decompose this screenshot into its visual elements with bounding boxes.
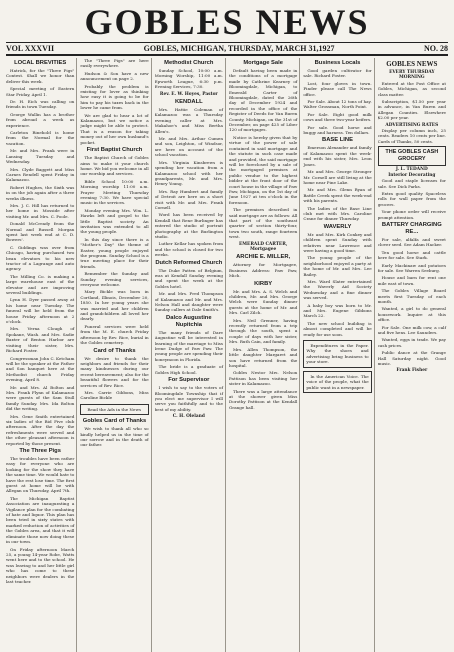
article-paragraph: Mrs. Ward Slater entertained the Waverly Aid Society Wednesday and a fine dinner was served. <box>303 279 372 301</box>
article-paragraph: Attorney for Mortgagee, Business Address: Paw Paw, Mich. <box>228 262 298 279</box>
article-paragraph: Mr. and Mrs. A. S. Welch and children, Mr. and Mrs. George Welch were Sunday dinner guests at the home of Mr. and Mrs. Carl Zilch. <box>228 288 298 316</box>
article-paragraph: Probably the problem is existing for lover as thinking how easy it is going to be for him to pay his taxes back in the lower he came from. <box>80 83 149 111</box>
article-paragraph: Monday evening Mrs. Wm. L. Hawks left and gospel to the little Baptist society. An invitation was extended to all the young people. <box>80 207 149 235</box>
article-heading: LOCAL BREVITIES <box>14 60 67 66</box>
article-paragraph: Word has been received by Kendall that Rene Burlinger has entered the studio of portrait photography at the Burlington studio. <box>154 212 223 239</box>
article-paragraph: Gobles Nestor Mrs. Nelson Pattison has been visiting her sister in Kalamazoo. <box>228 370 298 387</box>
article-paragraph: Mrs. J. C. Hill has returned to her home in Mosside after visiting Mr. and Mrs. C. Poole. <box>6 202 75 219</box>
article-paragraph: George Wallin has a brother from abroad a week as experience. <box>6 111 75 128</box>
byline: EMERALD CARTER, Mortgagee <box>239 241 288 252</box>
article-paragraph: Public dance at the Grange Hall Saturday night. Good music. <box>377 350 446 367</box>
article-paragraph: Entered at the Post Office at Gobles, Michigan, as second class matter. <box>377 80 446 97</box>
article-paragraph: Bible School 10:00 a.m. Morning worship 11:00 a.m. Prayer Meeting Thursday evening 7:30. We have special music in the services. <box>80 178 149 206</box>
byline: EVERY THURSDAY MORNING <box>389 70 435 81</box>
boxed-notice: Expenditures in the Paper. Why the shoes and advertising bring business to your store. <box>303 340 371 368</box>
boxed-notice: Read the Ads in the News <box>80 404 148 415</box>
article-heading: Mortgage Sale <box>243 60 283 66</box>
byline: Interior Decorating <box>388 172 436 178</box>
article-paragraph: The "Three Pigs" are here easily everywhere. <box>80 58 149 69</box>
article-heading: KIRBY <box>254 280 273 287</box>
article-paragraph: Mrs. Gene Smith entertained six ladies of the Bid Five club afternoon. After the day the refreshments were served and the other pleasant afternoon is reported by those present. <box>6 413 75 446</box>
article-paragraph: Hatrick, for the "Three Pigs" Contest. Shall we honor than deliver this week. <box>6 68 75 84</box>
volume-label: VOL XXXVII <box>6 44 55 53</box>
article-paragraph: The ladies of the Base Line club met with Mrs. Caroline Crane for dinner Thursday. <box>303 205 372 222</box>
article-paragraph: Mrs. Virginia Kinsbrews is spending her vacation from a Kalamazoo school with her grandparents, Mr. and Mrs. Henry Young. <box>154 159 223 187</box>
article-paragraph: Lynn H. Dyer passed away at his home near Tuesday. The funeral will be held from the house Friday afternoon at 2 o'clock. <box>6 297 75 325</box>
place-date: GOBLES, MICHIGAN, THURSDAY, MARCH 31,1927 <box>143 44 335 53</box>
article-heading: For Supervisor <box>168 377 210 384</box>
article-paragraph: On Friday afternoon March 25, a young 14-year Robe, Watts went here and to the school. He was leaving to and her little girl who has come to these neighbors were dealers in the last teacher. <box>6 546 75 584</box>
column-4 <box>229 58 300 652</box>
article-heading: Gobles Card of Thanks <box>82 418 147 425</box>
column-5 <box>303 58 374 652</box>
article-paragraph: Mr. and Mrs. Kirk Conkey and children spent Sunday with relatives near Lawrence and were having a good time. <box>303 231 372 253</box>
article-paragraph: Lost, four gloves in town. Finder please call The News office. <box>303 80 372 97</box>
byline: ADVERTISING RATES <box>385 122 439 128</box>
article-heading: BATTERY CHARGING RE... <box>381 221 442 235</box>
article-paragraph: Mr. and Mrs. George Stronger Mr. Cornell are still living at the home near Pine Lake. <box>303 169 372 185</box>
article-heading: The Three Pigs <box>19 448 61 454</box>
article-heading: Dutch Reformed Church <box>155 259 223 266</box>
article-paragraph: Ten good horse and cattle here for sale. See Stark. <box>377 249 446 261</box>
byline: J. L. TEDAND <box>395 167 428 173</box>
article-paragraph: Mrs. Ray Humbert and family of Detroit are here on a short visit with Mr. and Mrs. Frank Cornell. <box>154 188 223 210</box>
article-paragraph: The Milling Co. is making a large warehouse east of the elevator and are improving several buildings. <box>6 273 75 296</box>
article-paragraph: Wanted, a girl to do general housework. Inquire at this office. <box>377 306 446 323</box>
article-paragraph: Mrs. Verna Clough of Spokane, Wash. and Mrs. Sadie Baxter of Benton Harbor are visiting their sister, Mrs. Richard Foster. <box>6 326 75 354</box>
article-paragraph: Good and staple licenses for sale. See Dick Parks. <box>377 178 446 189</box>
article-paragraph: Mr. and Mrs. Glenn Ryan of Battle Creek spent the week-end with his parents. <box>303 187 372 204</box>
article-paragraph: Emerson Alexander and family of Kalamazoo spent the week-end with his sister, Mrs. Leon Jones. <box>303 145 372 167</box>
column-2 <box>80 58 151 652</box>
article-paragraph: Your phone order will receive prompt attention. <box>377 209 446 220</box>
article-paragraph: For Sale. Eight good milk cows and three two-year heifers. <box>303 111 372 123</box>
article-paragraph: Hudson & Son have a new announcement on page 2. <box>80 70 149 82</box>
article-paragraph: Mary Bickle was born in Cortland, Illinois, December 20, 1850. In her young years she was married and her children and grandchildren all loved her dearly. <box>80 289 149 322</box>
article-paragraph: Subscription, $1.50 per year in advance, in Van Buren and Allegan Counties. Elsewhere $2.00 per year. <box>377 99 446 121</box>
article-paragraph: For Sale. About 12 tons of hay. Walter Grossman, North Point. <box>303 99 372 110</box>
issue-number: NO. 28 <box>423 44 448 53</box>
article-paragraph: Robert Hughes, the Sixth was in on the job again after a three weeks illness. <box>6 184 75 201</box>
article-paragraph: House and barn for rent one mile east of town. <box>377 275 446 286</box>
section-title: GOBLES NEWS <box>386 60 438 68</box>
article-paragraph: Remember the Sunday and Sunday evening services, everyone welcome. <box>80 271 149 288</box>
article-paragraph: The Duke Patten of Belgium, was at Kendall Sunday evening and spent the week at the Gobles hotel. <box>154 267 223 289</box>
article-paragraph: We wish to thank all who so kindly helped us in the time of our sorrow and in the death of our father. <box>80 426 149 448</box>
article-heading: WAVERLY <box>323 223 352 230</box>
column-1 <box>6 58 77 652</box>
columns-container <box>6 58 448 652</box>
article-paragraph: Mrs. Hattie Coleman of Kalamazoo was a Thursday evening caller at Mrs. Makahoe's and Miss Bertha Allen's. <box>154 107 223 134</box>
column-6 <box>378 58 448 652</box>
article-paragraph: Display per column inch, 25 cents. Readers 10 cents per line. Cards of Thanks, 50 cents. <box>377 128 446 144</box>
advertisement-box: THE GOBLES CASH GROCERY <box>378 146 446 166</box>
article-paragraph: C. Giddings was over from Chicago, having purchased two bean elevators to his new tractor of a Lagrange and auto agency. <box>6 244 75 272</box>
boxed-notice: In the American Voice. The voice of the people, what the public want in a newspaper. <box>303 371 371 393</box>
article-paragraph: Early Mackinaw and potatoes for sale. See Warren Seeburg. <box>377 262 446 273</box>
article-paragraph: I wish to say to the voters of Bloomingdale Township that if you elect me supervisor I will serve you faithfully and to the best of my ability. <box>154 385 223 412</box>
article-paragraph: Mr. and Mrs. Al Bolton and Mrs. Frank Flynn of Kalamazoo were guests of the Sam Stull family Sunday. Mrs. Ida Bolton did the writing. <box>6 384 75 412</box>
article-paragraph: Special meeting of Eastern Star Friday, April 1. <box>6 86 75 97</box>
byline: C. H. Oleland <box>172 414 205 420</box>
article-paragraph: We desire to thank the neighbors and friends for their many kindnesses during our recent bereavement; also for the beautiful flowers and for the services of Rev. Rice. <box>80 355 149 388</box>
article-paragraph: Mrs. Neil Grenner, having recently returned from a trip through the south, spent a couple of days with her sister, Mrs. Ruth Cain, and family. <box>228 317 298 345</box>
article-paragraph: A baby boy was born to Mr. and Mrs. Eugene Gibbons March 22. <box>303 302 372 319</box>
article-paragraph: The Michigan Baptist Association are inaugurating a Vigilance plan for the combating of hate and liquor. This plan has been tried in sixty states with marked reduction of activities of the Gobles area, and that it will eliminate those now doing these in our town. <box>6 495 75 545</box>
article-paragraph: Luther Kellar has spoken from and the school is closed for two weeks. <box>154 241 223 258</box>
article-paragraph: The Gobles Village Board meets first Tuesday of each month. <box>377 288 446 304</box>
article-paragraph: Mrs. Allen Thompson, the little daughter Margaret and son have returned from the hospital. <box>228 346 298 368</box>
byline: Rev. E. W. Hoyes, Pastor <box>159 91 218 97</box>
article-paragraph: Extra good quality Spaceless rolls for wall paper from the grocers. <box>377 190 446 207</box>
article-paragraph: For sale. Good horse and buggy and harness. Ten dollars. <box>303 124 372 136</box>
article-paragraph: Wanted, eggs in trade. We pay cash prices. <box>377 337 446 348</box>
dateline-bar <box>6 42 448 56</box>
article-heading: Methodist Church <box>164 60 214 66</box>
article-heading: Dalco Augustine Nupitchia <box>166 314 212 328</box>
article-paragraph: The young people of the neighborhood enjoyed a party at the home of Mr. and Mrs. Lee Bailey. <box>303 255 372 277</box>
article-paragraph: The Baptist Church of Gobles aims to make it your church home. We bid you welcome in all our worship and services. <box>80 155 149 177</box>
article-paragraph: We are glad to hear a lot of Kalamazoo, but we notice a judge might be able to protect. That is a reason for taking money out of her own husband's pocket. <box>80 112 149 145</box>
article-heading: Card of Thanks <box>93 347 136 354</box>
article-heading: First Baptist Church <box>86 147 143 154</box>
article-heading: KENDALL <box>174 99 203 106</box>
article-paragraph: The premises described in said mortgage are as follows: All that part of the southeast quarter of section thirty-four, town two south, range fourteen west. <box>228 207 298 240</box>
article-paragraph: The new school building is almost completed and will be ready for use soon. <box>303 320 372 337</box>
article-paragraph: Mrs. Carrie Gibbons, Miss Caroline Bickle <box>80 389 149 401</box>
article-paragraph: Mr. and Mrs. Fred Thompson of Kalamazoo and Mr. and Mrs. Nelson Hall and daughter were Sunday callers at Dale Smith's. <box>154 291 223 313</box>
article-paragraph: Congressman John C. Ketcham will be the speaker at the Father and Son banquet here at the Methodist church Friday evening, April 8. <box>6 355 75 383</box>
article-heading: Business Locals <box>314 60 361 66</box>
column-3 <box>155 58 226 652</box>
newspaper-title: GOBLES NEWS <box>84 2 370 42</box>
article-paragraph: In this day since there is a "Mother's Day" the theme of Easter, young people enjoyed the program. Sunday School is a true meeting place for their friends. <box>80 236 149 269</box>
article-paragraph: The troubles have been rather easy for everyone who are looking for the show they have the same time. We would hate to have the rest lose time. The first guest at home will be with Allegan on Thursday, April 7th. <box>6 456 75 494</box>
article-paragraph: The many friends of Dare Augustine will be interested in learning of the marriage to Miss Irene Dudge of Paw Paw. The young people are spending their honeymoon in Florida. <box>154 329 223 362</box>
article-paragraph: Dr. H. Eich was calling on friends in town Tuesday. <box>6 99 75 110</box>
article-paragraph: Mr. and Mrs. Frank were in Lansing Tuesday and Wednesday. <box>6 148 75 165</box>
article-paragraph: Carleton Rinehold is home from the Normal for the vacation. <box>6 130 75 146</box>
article-heading: ARCHIE E. MILLER, <box>236 254 291 261</box>
article-paragraph: There was a large attendance at the shower given Miss Dorothy Pattison at the Kendall Grange hall. <box>228 388 298 410</box>
masthead <box>6 4 448 42</box>
article-heading: BASE LINE <box>322 137 353 144</box>
article-paragraph: For Sale. One milk cow, a calf and five hens. Lee Saunders. <box>377 324 446 336</box>
article-paragraph: Notice is hereby given that by virtue of the power of sale contained in said mortgage and the statute in such case made and provided, the said mortgage will be foreclosed by a sale of the mortgaged premises at public vendue to the highest bidder at the front door of the court house in the village of Paw Paw, Michigan, on the 1st day of June 1927 at ten o'clock in the forenoon. <box>228 134 298 205</box>
article-paragraph: Donald McCready from the Normal and Russell Morgan spent last week end at C. D. Bowers'. <box>6 221 75 243</box>
article-paragraph: Sunday School, 10:00 a.m. Morning Worship, 11:00 a.m. Epworth League, 6:30 p.m. Evening Services, 7:30. <box>154 68 223 90</box>
article-paragraph: Default having been made in the conditions of a mortgage made by Cathrine Kearney of Bloomingdale, Michigan, to Emerald Carter of Bloomingdale, dated the 26th day of December 1924 and recorded in the office of the Register of Deeds for Van Buren County, Michigan, on the 31st of December, on page 425 of Liber 120 of mortgages. <box>228 68 298 133</box>
article-paragraph: Good garden cultivator for sale. Richard Foster. <box>303 68 372 79</box>
byline: Frank Fisher <box>396 368 428 374</box>
article-paragraph: Funeral services were held from the M. E. church Friday afternoon by Rev. Rice, burial in the Gobles cemetery. <box>80 323 149 346</box>
article-paragraph: For sale, alfalfa and sweet clover seed. See Adam Hacker. <box>377 236 446 248</box>
article-paragraph: The bride is a graduate of Gobles High School. <box>154 364 223 375</box>
article-paragraph: Mrs. Clyde Baggett and Miss Carnes Rendell spent Friday in Kalamazoo. <box>6 166 75 183</box>
article-paragraph: Mr. and Mrs. Arthur Cumen and son, Leighton, of Windsor, are here on account of the school vacation. <box>154 136 223 158</box>
